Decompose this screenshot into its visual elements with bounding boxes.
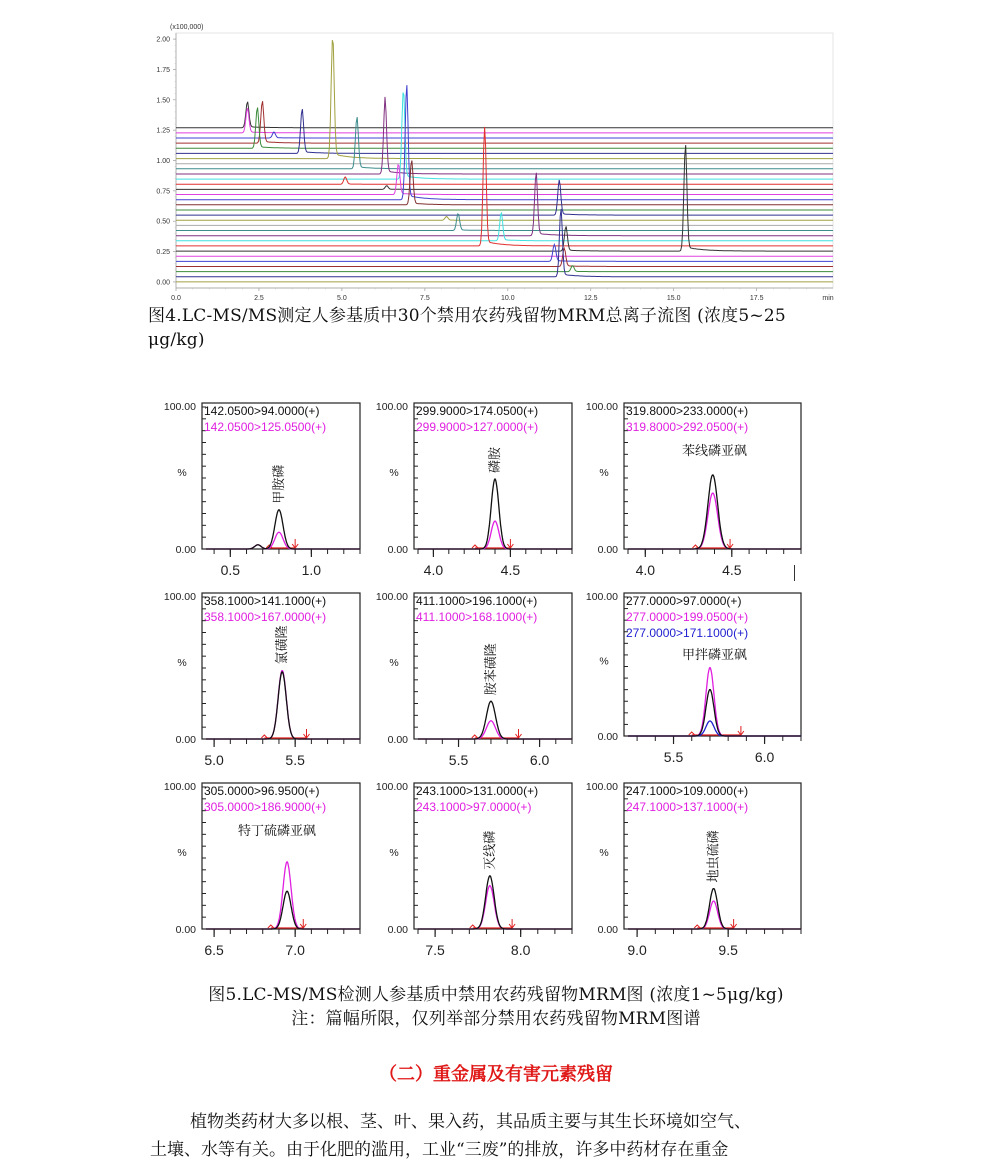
compound-label [487,446,503,473]
x-tick-label: 12.5 [583,295,598,302]
transition-label: 142.0500>94.0000(+) [204,404,320,418]
y-min-label: 0.00 [597,731,618,743]
y-tick-label: 1.25 [156,127,170,135]
y-tick-label: 0.75 [156,188,170,196]
transition-label: 277.0000>199.0500(+) [626,610,749,624]
transition-label: 411.1000>168.1000(+) [416,610,538,624]
y-axis-percent: % [177,467,187,479]
y-min-label: 0.00 [175,734,196,746]
y-tick-label: 1.50 [156,97,170,105]
x-tick-label: 4.5 [722,562,742,578]
y-axis-percent: % [599,467,609,479]
transition-label: 305.0000>186.9000(+) [204,800,327,814]
transition-label: 319.8000>233.0000(+) [626,404,749,418]
figure4-caption-line2: μg/kg) [148,330,205,350]
y-max-label: 100.00 [585,401,618,413]
svg-text:灭线磷: 灭线磷 [482,830,498,870]
y-max-label: 100.00 [163,781,196,793]
mrm-panel-9 [572,775,792,965]
transition-label: 243.1000>131.0000(+) [416,784,539,798]
tic-plot-area [176,33,833,288]
figure5-caption-text: 图5.LC-MS/MS检测人参基质中禁用农药残留物MRM图 (浓度1~5μg/kg) [208,985,784,1005]
y-tick-label: 1.75 [156,66,170,74]
tic-chart [140,20,840,305]
mrm-panel-6 [572,585,792,775]
compound-label: 甲拌磷亚砜 [681,648,748,663]
compound-label [483,643,499,695]
y-tick-label: 2.00 [156,36,170,44]
svg-text:氯磺隆: 氯磺隆 [275,625,291,665]
x-tick-label: 4.0 [423,562,444,578]
transition-label: 277.0000>97.0000(+) [626,594,742,608]
y-max-label: 100.00 [163,401,196,413]
compound-label [274,625,290,664]
x-tick-label: 7.0 [285,942,305,958]
section-heading: （二）重金属及有害元素残留 [379,1064,613,1085]
mrm-panel-5 [362,585,582,775]
y-min-label: 0.00 [175,924,196,936]
x-tick-label: 4.5 [500,562,521,578]
y-max-label: 100.00 [375,401,408,413]
x-tick-label: 7.5 [425,942,445,958]
mrm-panel-3 [572,395,792,585]
transition-label: 277.0000>171.1000(+) [626,626,749,640]
x-tick-label: 6.0 [529,752,550,768]
y-axis-percent: % [177,847,187,859]
stray-mark [794,565,795,581]
x-tick-label: 0.5 [220,562,241,578]
mrm-panel-8 [362,775,582,965]
transition-label: 247.1000>109.0000(+) [626,784,749,798]
section-paragraph [150,1108,850,1164]
svg-text:磷胺: 磷胺 [488,446,503,473]
y-tick-label: 1.00 [156,158,170,165]
x-tick-label: 5.5 [663,749,684,765]
y-tick-label: 0.50 [156,218,170,226]
transition-label: 247.1000>137.1000(+) [626,800,749,814]
mrm-panel-4 [150,585,370,775]
y-max-label: 100.00 [585,591,618,603]
x-tick-label: 6.5 [204,942,224,958]
x-tick-label: 9.0 [627,942,647,958]
x-tick-label: 17.5 [749,295,764,302]
mrm-panel-7 [150,775,370,965]
transition-label: 299.9000>174.0500(+) [416,404,539,418]
x-tick-label: 0.0 [171,295,181,302]
transition-label: 299.9000>127.0000(+) [416,420,539,434]
mrm-panel-2 [362,395,582,585]
mrm-panel-1 [150,395,370,585]
x-tick-label: 10.0 [501,295,515,302]
y-multiplier-label: (x100,000) [170,24,204,31]
transition-label: 319.8000>292.0500(+) [626,420,749,434]
y-max-label: 100.00 [375,591,408,603]
x-axis-unit: min [822,295,834,302]
x-tick-label: 8.0 [510,942,531,958]
paragraph-line2: 土壤、水等有关。由于化肥的滥用，工业“三废”的排放，许多中药材存在重金 [150,1140,729,1160]
y-max-label: 100.00 [163,591,196,603]
x-tick-label: 5.0 [337,295,347,302]
x-tick-label: 15.0 [666,295,681,302]
x-tick-label: 5.5 [448,752,469,768]
compound-label: 特丁硫磷亚砜 [237,824,317,839]
y-axis-percent: % [389,657,399,669]
y-min-label: 0.00 [387,924,408,936]
figure5-caption [140,983,852,1031]
figure4-caption [148,304,848,352]
compound-label [706,830,722,882]
y-axis-percent: % [177,657,187,669]
transition-label: 142.0500>125.0500(+) [204,420,327,434]
compound-label: 苯线磷亚砜 [681,444,748,459]
x-tick-label: 9.5 [718,942,738,958]
svg-text:地虫硫磷: 地虫硫磷 [706,830,722,883]
compound-label [271,465,287,504]
y-tick-label: 0.25 [156,249,170,257]
svg-text:胺苯磺隆: 胺苯磺隆 [483,643,499,696]
figure4-caption-line1: 图4.LC-MS/MS测定人参基质中30个禁用农药残留物MRM总离子流图 (浓度5~25 [148,306,786,326]
y-axis-percent: % [599,655,609,668]
x-tick-label: 1.0 [301,562,322,578]
y-min-label: 0.00 [387,734,408,746]
y-min-label: 0.00 [597,544,618,556]
x-tick-label: 2.5 [254,295,264,302]
x-tick-label: 7.5 [419,295,430,302]
transition-label: 411.1000>196.1000(+) [416,594,538,608]
y-axis-percent: % [599,847,609,859]
y-axis-percent: % [389,847,399,859]
transition-label: 358.1000>141.1000(+) [204,594,327,608]
figure5-note: 注：篇幅所限，仅列举部分禁用农药残留物MRM图谱 [291,1009,701,1029]
y-max-label: 100.00 [375,781,408,793]
transition-label: 358.1000>167.0000(+) [204,610,327,624]
x-tick-label: 5.0 [204,752,224,768]
y-axis-percent: % [389,467,399,479]
y-min-label: 0.00 [387,544,408,556]
y-max-label: 100.00 [585,781,618,793]
transition-label: 305.0000>96.9500(+) [204,784,320,798]
transition-label: 243.1000>97.0000(+) [416,800,532,814]
y-min-label: 0.00 [175,544,196,556]
paragraph-line1: 植物类药材大多以根、茎、叶、果入药，其品质主要与其生长环境如空气、 [190,1112,751,1132]
x-tick-label: 5.5 [285,752,305,768]
x-tick-label: 6.0 [754,749,775,765]
svg-text:甲胺磷: 甲胺磷 [271,464,287,504]
y-min-label: 0.00 [597,924,618,936]
x-tick-label: 4.0 [635,562,656,578]
y-tick-label: 0.00 [156,279,170,287]
compound-label [482,831,498,870]
